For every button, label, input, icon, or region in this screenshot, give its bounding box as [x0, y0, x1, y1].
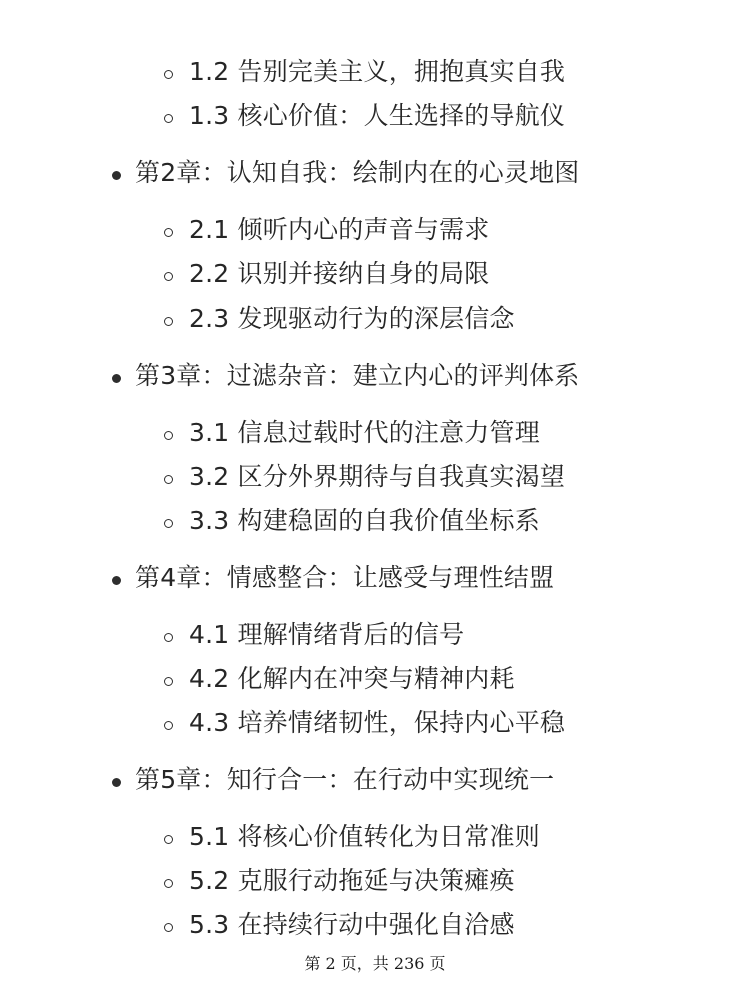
toc-chapter-title: 第2章：认知自我：绘制内在的心灵地图 — [135, 158, 580, 187]
toc-section-label: 4.2 化解内在冲突与精神内耗 — [189, 664, 515, 693]
hollow-bullet-icon — [164, 923, 173, 932]
toc-chapter-title: 第5章：知行合一：在行动中实现统一 — [135, 765, 555, 794]
toc-section-label: 1.3 核心价值：人生选择的导航仪 — [189, 101, 566, 130]
hollow-bullet-icon — [164, 228, 173, 237]
hollow-bullet-icon — [164, 272, 173, 281]
toc-section-label: 4.3 培养情绪韧性，保持内心平稳 — [189, 708, 566, 737]
hollow-bullet-icon — [164, 70, 173, 79]
filled-bullet-icon — [112, 576, 121, 585]
hollow-bullet-icon — [164, 879, 173, 888]
hollow-bullet-icon — [164, 677, 173, 686]
hollow-bullet-icon — [164, 519, 173, 528]
hollow-bullet-icon — [164, 114, 173, 123]
hollow-bullet-icon — [164, 721, 173, 730]
toc-section-label: 2.2 识别并接纳自身的局限 — [189, 259, 490, 288]
hollow-bullet-icon — [164, 835, 173, 844]
toc-section-label: 5.1 将核心价值转化为日常准则 — [189, 822, 540, 851]
hollow-bullet-icon — [164, 317, 173, 326]
toc-section-label: 5.2 克服行动拖延与决策瘫痪 — [189, 866, 515, 895]
hollow-bullet-icon — [164, 475, 173, 484]
toc-section-label: 4.1 理解情绪背后的信号 — [189, 620, 465, 649]
hollow-bullet-icon — [164, 633, 173, 642]
toc-section-label: 1.2 告别完美主义，拥抱真实自我 — [189, 57, 566, 86]
page-number-footer: 第 2 页，共 236 页 — [304, 954, 446, 973]
hollow-bullet-icon — [164, 431, 173, 440]
toc-section-label: 3.3 构建稳固的自我价值坐标系 — [189, 506, 540, 535]
toc-section-label: 3.1 信息过载时代的注意力管理 — [189, 418, 540, 447]
filled-bullet-icon — [112, 778, 121, 787]
filled-bullet-icon — [112, 374, 121, 383]
toc-chapter-title: 第3章：过滤杂音：建立内心的评判体系 — [135, 361, 580, 390]
filled-bullet-icon — [112, 171, 121, 180]
toc-section-label: 3.2 区分外界期待与自我真实渴望 — [189, 462, 566, 491]
toc-section-label: 2.3 发现驱动行为的深层信念 — [189, 304, 515, 333]
toc-chapter-title: 第4章：情感整合：让感受与理性结盟 — [135, 563, 555, 592]
toc-section-label: 5.3 在持续行动中强化自洽感 — [189, 910, 515, 939]
toc-section-label: 2.1 倾听内心的声音与需求 — [189, 215, 490, 244]
